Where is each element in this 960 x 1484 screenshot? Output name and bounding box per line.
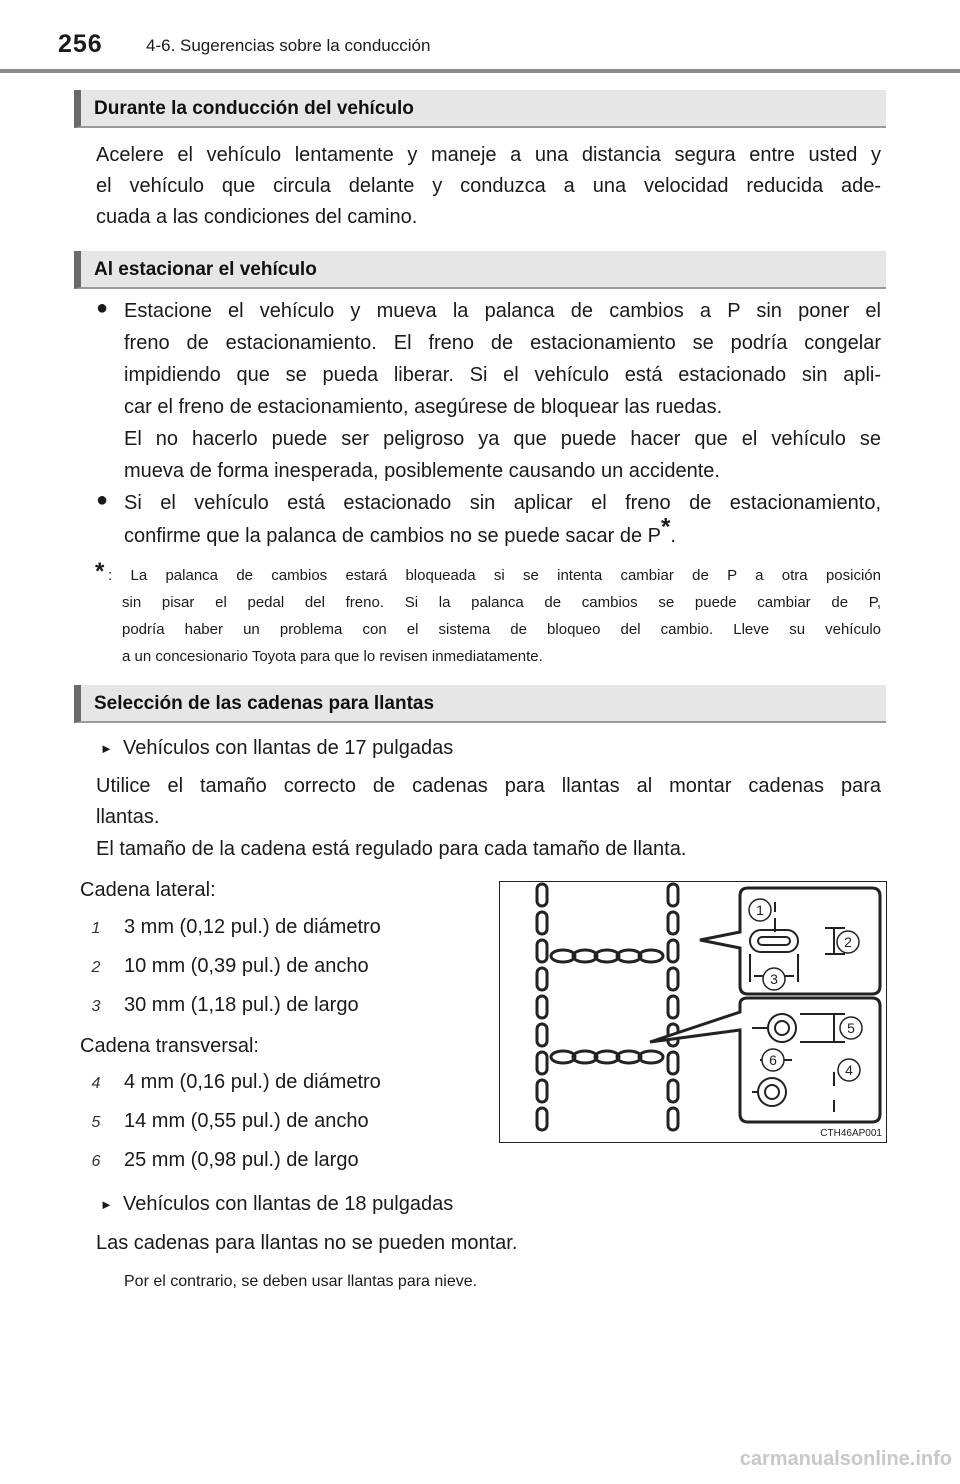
tire-chain-figure xyxy=(499,881,887,1143)
section-heading-driving xyxy=(74,90,886,128)
spec-text: 4 mm (0,16 pul.) de diámetro xyxy=(124,1071,381,1093)
subheading: Vehículos con llantas de 18 pulgadas xyxy=(123,1193,454,1215)
callout-label: 3 xyxy=(770,971,778,987)
cross-chain-label: Cadena transversal: xyxy=(80,1035,259,1057)
subheading: Vehículos con llantas de 17 pulgadas xyxy=(123,737,454,759)
running-header: 4-6. Sugerencias sobre la conducción xyxy=(146,36,431,55)
header-divider xyxy=(0,69,960,73)
text-line: Si el vehículo está estacionado sin aplicar el freno de estacionamiento, xyxy=(124,492,881,514)
text-span: . xyxy=(670,525,676,547)
callout-number: 3 xyxy=(91,998,101,1015)
spec-text: 30 mm (1,18 pul.) de largo xyxy=(124,994,359,1016)
callout-number: 2 xyxy=(91,959,101,976)
text-line: Estacione el vehículo y mueva la palanca de cambios a P sin poner el xyxy=(124,300,881,322)
text-line: Acelere el vehículo lentamente y maneje a una distancia segura entre usted y xyxy=(96,144,881,166)
spec-text: 25 mm (0,98 pul.) de largo xyxy=(124,1149,359,1171)
callout-label: 6 xyxy=(769,1052,777,1068)
callout-number: 6 xyxy=(91,1153,101,1170)
tire-chain-illustration xyxy=(500,882,885,1141)
text-line xyxy=(124,513,881,552)
text-line: sin pisar el pedal del freno. Si la palanca de cambios se puede cambiar de P, xyxy=(122,594,881,611)
section-heading-parking xyxy=(74,251,886,289)
text-line: El no hacerlo puede ser peligroso ya que puede hacer que el vehículo se xyxy=(124,428,881,450)
section-title: Durante la conducción del vehículo xyxy=(94,98,414,119)
text-line: mueva de forma inesperada, posiblemente causando un accidente. xyxy=(124,460,720,482)
arrow-bullet-icon: ► xyxy=(100,741,113,756)
callout-label: 4 xyxy=(845,1062,853,1078)
text-line: impidiendo que se pueda liberar. Si el vehículo está estacionado sin apli- xyxy=(124,364,881,386)
text-line: llantas. xyxy=(96,806,160,828)
callout-number: 1 xyxy=(91,920,101,937)
spec-text: 3 mm (0,12 pul.) de diámetro xyxy=(124,916,381,938)
section-heading-chains xyxy=(74,685,886,723)
text-line: el vehículo que circula delante y conduzca a una velocidad reducida ade- xyxy=(96,175,881,197)
section-title: Al estacionar el vehículo xyxy=(94,259,317,280)
text-line: Utilice el tamaño correcto de cadenas para llantas al montar cadenas para xyxy=(96,775,881,797)
spec-text: 14 mm (0,55 pul.) de ancho xyxy=(124,1110,369,1132)
bullet-icon: ● xyxy=(96,297,109,319)
text-line: freno de estacionamiento. El freno de estacionamiento se podría congelar xyxy=(124,332,881,354)
footnote-mark: * xyxy=(95,558,105,585)
text-line: car el freno de estacionamiento, asegúrese de bloquear las ruedas. xyxy=(124,396,723,418)
watermark: carmanualsonline.info xyxy=(739,1448,952,1470)
callout-label: 2 xyxy=(844,934,852,950)
callout-label: 1 xyxy=(756,902,764,918)
callout-number: 4 xyxy=(91,1075,101,1092)
note-text: Por el contrario, se deben usar llantas para nieve. xyxy=(124,1273,478,1290)
callout-number: 5 xyxy=(91,1114,101,1131)
text-line: cuada a las condiciones del camino. xyxy=(96,206,418,228)
text-line: : La palanca de cambios estará bloqueada si se intenta cambiar de P a otra posición xyxy=(108,567,881,584)
callout-label: 5 xyxy=(847,1020,855,1036)
text-line: Las cadenas para llantas no se pueden montar. xyxy=(96,1232,518,1254)
asterisk-mark: * xyxy=(661,513,671,541)
arrow-bullet-icon: ► xyxy=(100,1197,113,1212)
text-line: a un concesionario Toyota para que lo revisen inmediatamente. xyxy=(122,648,543,665)
page-number: 256 xyxy=(58,30,103,58)
text-span: confirme que la palanca de cambios no se puede sacar de P xyxy=(124,525,662,547)
side-chain-label: Cadena lateral: xyxy=(80,879,216,901)
section-title: Selección de las cadenas para llantas xyxy=(94,693,435,714)
text-line: podría haber un problema con el sistema de bloqueo del cambio. Lleve su vehículo xyxy=(122,621,881,638)
figure-code: CTH46AP001 xyxy=(820,1128,882,1139)
text-line: El tamaño de la cadena está regulado para cada tamaño de llanta. xyxy=(96,838,687,860)
spec-text: 10 mm (0,39 pul.) de ancho xyxy=(124,955,369,977)
bullet-icon: ● xyxy=(96,489,109,511)
